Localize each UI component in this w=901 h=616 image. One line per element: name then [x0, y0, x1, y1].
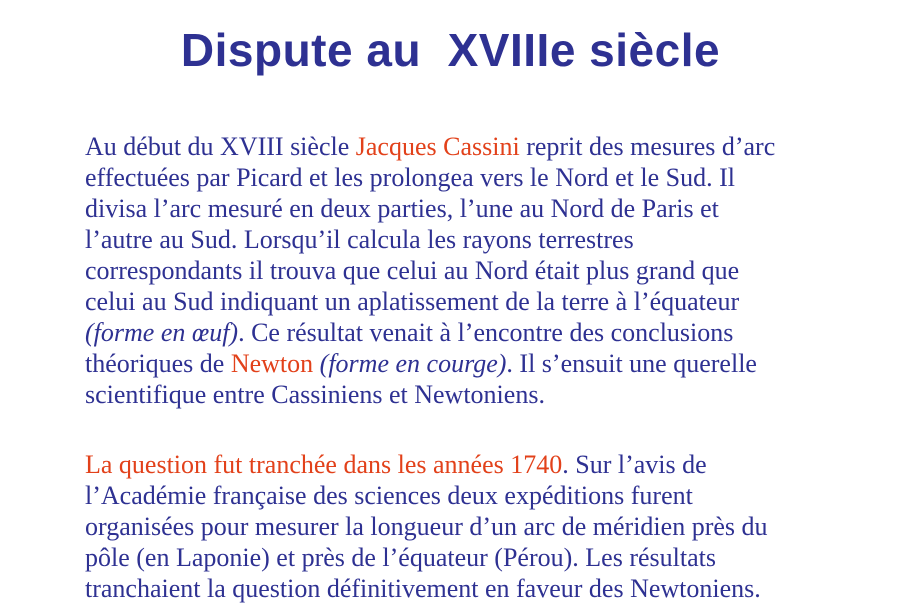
text-line — [85, 162, 875, 193]
text-segment: scientifique entre Cassiniens et Newtoniens. — [85, 380, 545, 409]
text-line — [85, 573, 875, 604]
text-line — [85, 286, 875, 317]
text-line — [85, 224, 875, 255]
text-segment: (forme en œuf) — [85, 318, 239, 347]
text-line — [85, 480, 875, 511]
text-line — [85, 379, 875, 410]
text-segment: tranchaient la question définitivement en faveur des Newtoniens. — [85, 574, 761, 603]
text-segment: organisées pour mesurer la longueur d’un arc de méridien près du — [85, 512, 768, 541]
text-segment: (forme en courge) — [319, 349, 507, 378]
text-line — [85, 255, 875, 286]
text-segment: effectuées par Picard et les prolongea vers le Nord et le Sud. Il — [85, 163, 735, 192]
highlighted-text-segment: Newton — [230, 349, 314, 378]
text-segment: Au début du XVIII siècle — [85, 132, 356, 161]
text-line — [85, 511, 875, 542]
text-line — [85, 348, 875, 379]
text-segment: . Ce résultat venait à l’encontre des conclusions — [238, 318, 734, 347]
text-segment: théoriques de — [85, 349, 231, 378]
text-segment: . Sur l’avis de — [562, 450, 707, 479]
slide-body-text — [85, 131, 875, 604]
text-line — [85, 193, 875, 224]
text-segment: celui au Sud indiquant un aplatissement de la terre à l’équateur — [85, 287, 740, 316]
text-line — [85, 542, 875, 573]
text-segment: l’autre au Sud. Lorsqu’il calcula les rayons terrestres — [85, 225, 634, 254]
highlighted-text-segment: La question fut tranchée dans les années 1740 — [85, 450, 563, 479]
highlighted-text-segment: Jacques Cassini — [355, 132, 520, 161]
text-segment: divisa l’arc mesuré en deux parties, l’une au Nord de Paris et — [85, 194, 719, 223]
text-segment: . Il s’ensuit une querelle — [506, 349, 757, 378]
text-segment: pôle (en Laponie) et près de l’équateur (Pérou). Les résultats — [85, 543, 716, 572]
text-line — [85, 131, 875, 162]
text-line — [85, 449, 875, 480]
text-segment: reprit des mesures d’arc — [519, 132, 776, 161]
slide-title: Dispute au XVIIIe siècle — [180, 24, 721, 76]
text-segment: correspondants il trouva que celui au Nord était plus grand que — [85, 256, 740, 285]
paragraph-expeditions — [85, 449, 875, 604]
text-segment: l’Académie française des sciences deux expéditions furent — [85, 481, 693, 510]
text-line — [85, 317, 875, 348]
paragraph-cassini — [85, 131, 875, 410]
